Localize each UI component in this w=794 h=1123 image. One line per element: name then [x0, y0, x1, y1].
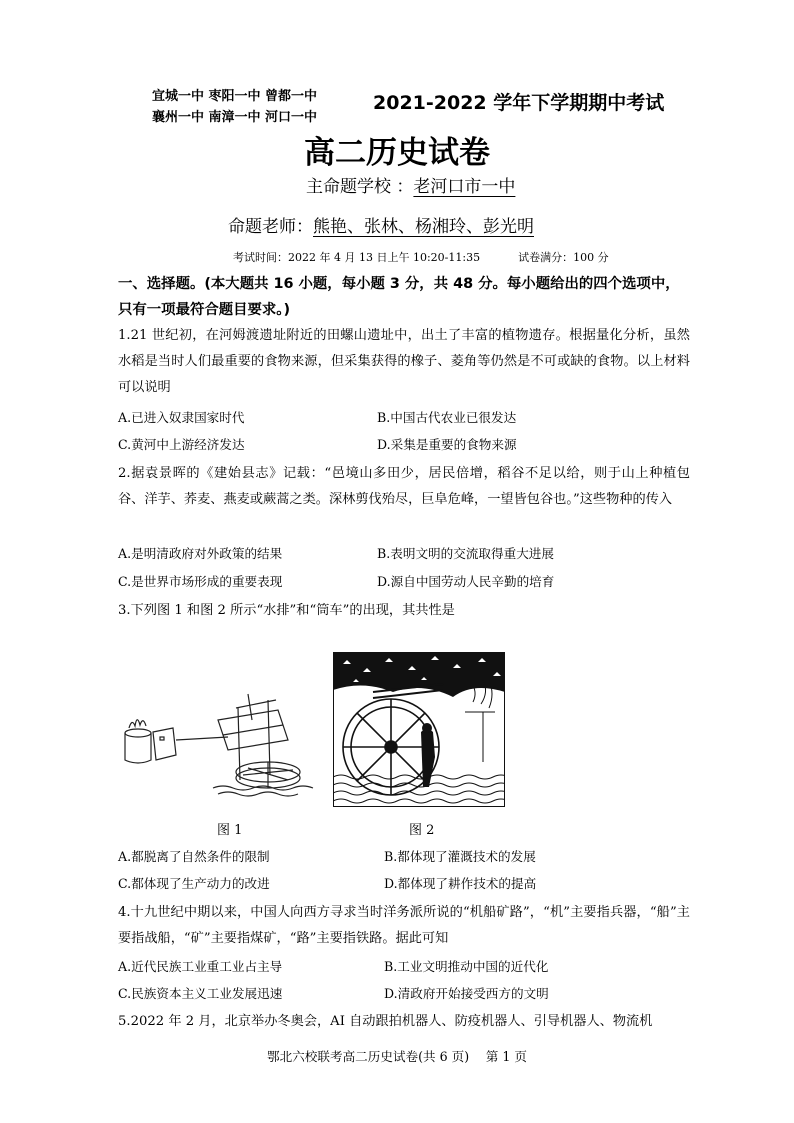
school-list-line-2: 襄州一中 南漳一中 河口一中	[152, 110, 318, 125]
question-2-option-a: A.是明清政府对外政策的结果	[118, 546, 283, 561]
question-3-option-d: D.都体现了耕作技术的提高	[384, 876, 537, 891]
question-1-option-d: D.采集是重要的食物来源	[377, 437, 517, 452]
question-4-option-c: C.民族资本主义工业发展迅速	[118, 986, 283, 1001]
question-3-stem: 3.下列图 1 和图 2 所示“水排”和“筒车”的出现，其共性是	[118, 603, 455, 618]
question-4-option-d: D.清政府开始接受西方的文明	[384, 986, 549, 1001]
teacher-line	[228, 212, 534, 237]
question-5-stem: 5.2022 年 2 月，北京举办冬奥会，AI 自动跟拍机器人、防疫机器人、引导机器人、物流机	[118, 1014, 653, 1029]
question-3-option-a: A.都脱离了自然条件的限制	[118, 849, 270, 864]
exam-meta	[233, 249, 609, 265]
full-score: 试卷满分：100 分	[518, 251, 609, 264]
question-1-option-a: A.已进入奴隶国家时代	[118, 410, 245, 425]
teacher-names: 熊艳、张林、杨湘玲、彭光明	[313, 217, 534, 237]
page-footer: 鄂北六校联考高二历史试卷(共 6 页) 第 1 页	[267, 1049, 527, 1064]
exam-time: 考试时间：2022 年 4 月 13 日上午 10:20-11:35	[233, 251, 481, 264]
question-2-option-c: C.是世界市场形成的重要表现	[118, 574, 283, 589]
question-2-option-d: D.源自中国劳动人民辛勤的培育	[377, 574, 555, 589]
lead-school-label: 主命题学校 ：	[306, 177, 414, 197]
question-4-option-b: B.工业文明推动中国的近代化	[384, 959, 549, 974]
question-4-option-a: A.近代民族工业重工业占主导	[118, 959, 283, 974]
section-heading: 一、选择题。(本大题共 16 小题，每小题 3 分，共 48 分。每小题给出的四个选项中，只有一项最符合题目要求。)	[118, 276, 680, 318]
question-3-option-c: C.都体现了生产动力的改进	[118, 876, 270, 891]
question-1-option-b: B.中国古代农业已很发达	[377, 410, 517, 425]
lead-school-line	[306, 172, 515, 197]
school-list	[152, 86, 317, 128]
question-1-stem: 1.21 世纪初，在河姆渡遗址附近的田螺山遗址中，出土了丰富的植物遗存。根据量化分析，虽然水稻是当时人们最重要的食物来源，但采集获得的橡子、菱角等仍然是不可或缺的食物。以上材料可以说明	[118, 328, 690, 395]
paper-title: 高二历史试卷	[304, 135, 490, 171]
figure-2-caption: 图 2	[409, 823, 435, 838]
question-3-option-b: B.都体现了灌溉技术的发展	[384, 849, 536, 864]
teacher-label: 命题老师：	[228, 217, 313, 237]
lead-school-name: 老河口市一中	[413, 177, 516, 197]
figure-1-caption: 图 1	[217, 823, 243, 838]
school-list-line-1: 宜城一中 枣阳一中 曾都一中	[152, 89, 318, 104]
figure-2-tube-waterwheel	[333, 652, 505, 807]
question-2-stem: 2.据袁景晖的《建始县志》记载：“邑境山多田少，居民倍增，稻谷不足以给，则于山上种植包谷、洋芋、荞麦、燕麦或蕨蒿之类。深林剪伐殆尽，巨阜危峰，一望皆包谷也。”这些物种的传入	[118, 466, 690, 507]
exam-title: 2021-2022 学年下学期期中考试	[373, 92, 665, 114]
question-2-option-b: B.表明文明的交流取得重大进展	[377, 546, 554, 561]
figure-1-water-bellows	[118, 680, 323, 800]
question-4-stem: 4.十九世纪中期以来，中国人向西方寻求当时洋务派所说的“机船矿路”，“机”主要指兵器，“船”主要指战船，“矿”主要指煤矿，“路”主要指铁路。据此可知	[118, 905, 690, 946]
question-1-option-c: C.黄河中上游经济发达	[118, 437, 245, 452]
